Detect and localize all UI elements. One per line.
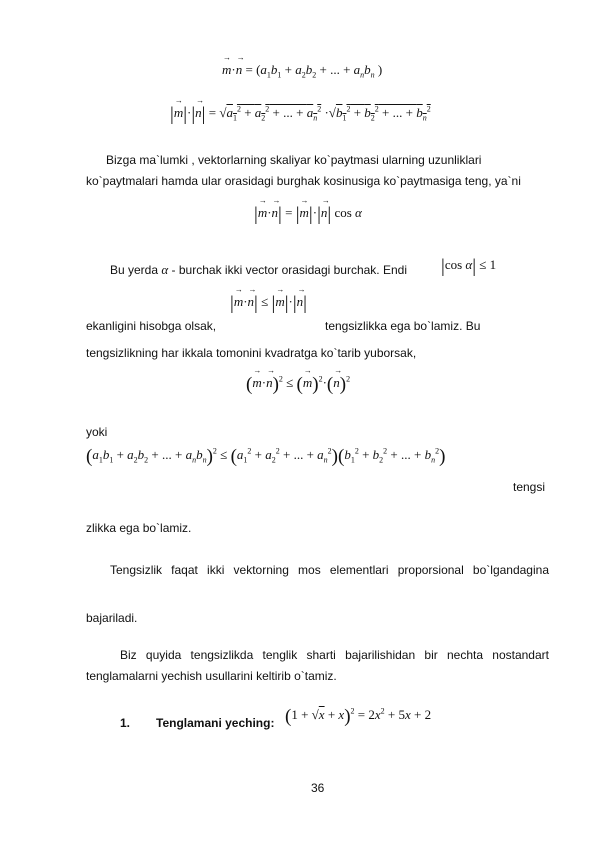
formula-cauchy-schwarz: ($a_1b_1 + a_2b_2$ + ... + $a_nb_n)^2 \le (a_1^2 + a_2^2$ + ... + $a_n^2)(b_1^2 + b_2^2$ + ... + $b_n^2$) [86, 446, 446, 467]
list-item-label [156, 716, 274, 731]
page-number: 36 [311, 781, 325, 795]
formula-norm-product: |→ $m|\cdot|\to n| = √a_1^2 + a_2^2$ + ... + $a_n^2 \cdot√b_1^2 + b_2^2$ + ... + $b_n^2$ [170, 104, 431, 126]
list-item-label-text: Tenglamani yeching [156, 716, 271, 730]
paragraph-line: zlikka ega bo`lamiz. [86, 521, 192, 535]
paragraph-text: Bu yerda [110, 263, 159, 277]
paragraph-line: ekanligini hisobga olsak, [86, 319, 217, 333]
paragraph-line: yoki [86, 425, 108, 439]
paragraph-line: tengsizlikning har ikkala tomonini kvadratga ko`tarib yuborsak, [86, 346, 417, 360]
paragraph-line [110, 262, 407, 278]
formula-cosine: |→ m·→ n| = |→ m|·|→ n| cos α [254, 204, 362, 226]
formula-dot-product: → $m\cdot\to n = (a_1b_1 + a_2b_2$ + ... + $a_nb_n$ ) [222, 62, 382, 80]
paragraph-line: tengsi [513, 480, 546, 494]
formula-equation: $(1 + √x + x)^2 = 2x^2 + 5x + 2$ [285, 706, 432, 727]
paragraph-line: bajariladi. [86, 611, 138, 625]
list-item-number: 1. [120, 716, 131, 730]
paragraph-text: - burchak ikki vector orasidagi burchak. Endi [171, 263, 407, 277]
formula-squared-inequality: (→ m·→ n)$^2$ ≤ (→ $m)^2\cdot(\to n)^2$ [246, 374, 350, 396]
formula-inequality-abs: |→ m·→ n| ≤ |→ m|·|→ n| [230, 293, 307, 315]
paragraph-line: Biz quyida tengsizlikda tenglik sharti bajarilishidan bir nechta nostandart [120, 648, 549, 662]
paragraph-line: Bizga ma`lumki , vektorlarning skaliyar ko`paytmasi ularning uzunliklari [106, 153, 482, 167]
paragraph-line: tenglamalarni yechish usullarini keltirib o`tamiz. [86, 669, 337, 683]
list-item-colon: : [270, 716, 275, 730]
alpha-symbol: α [161, 262, 169, 277]
paragraph-line: ko`paytmalari hamda ular orasidagi burghak kosinusiga ko`paytmasiga teng, ya`ni [86, 174, 521, 188]
paragraph-line: Tengsizlik faqat ikki vektorning mos elementlari proporsional bo`lgandagina [110, 563, 549, 577]
formula-cos-bound: |cos α| ≤ 1 [441, 256, 497, 277]
paragraph-line: tengsizlikka ega bo`lamiz. Bu [325, 319, 481, 333]
